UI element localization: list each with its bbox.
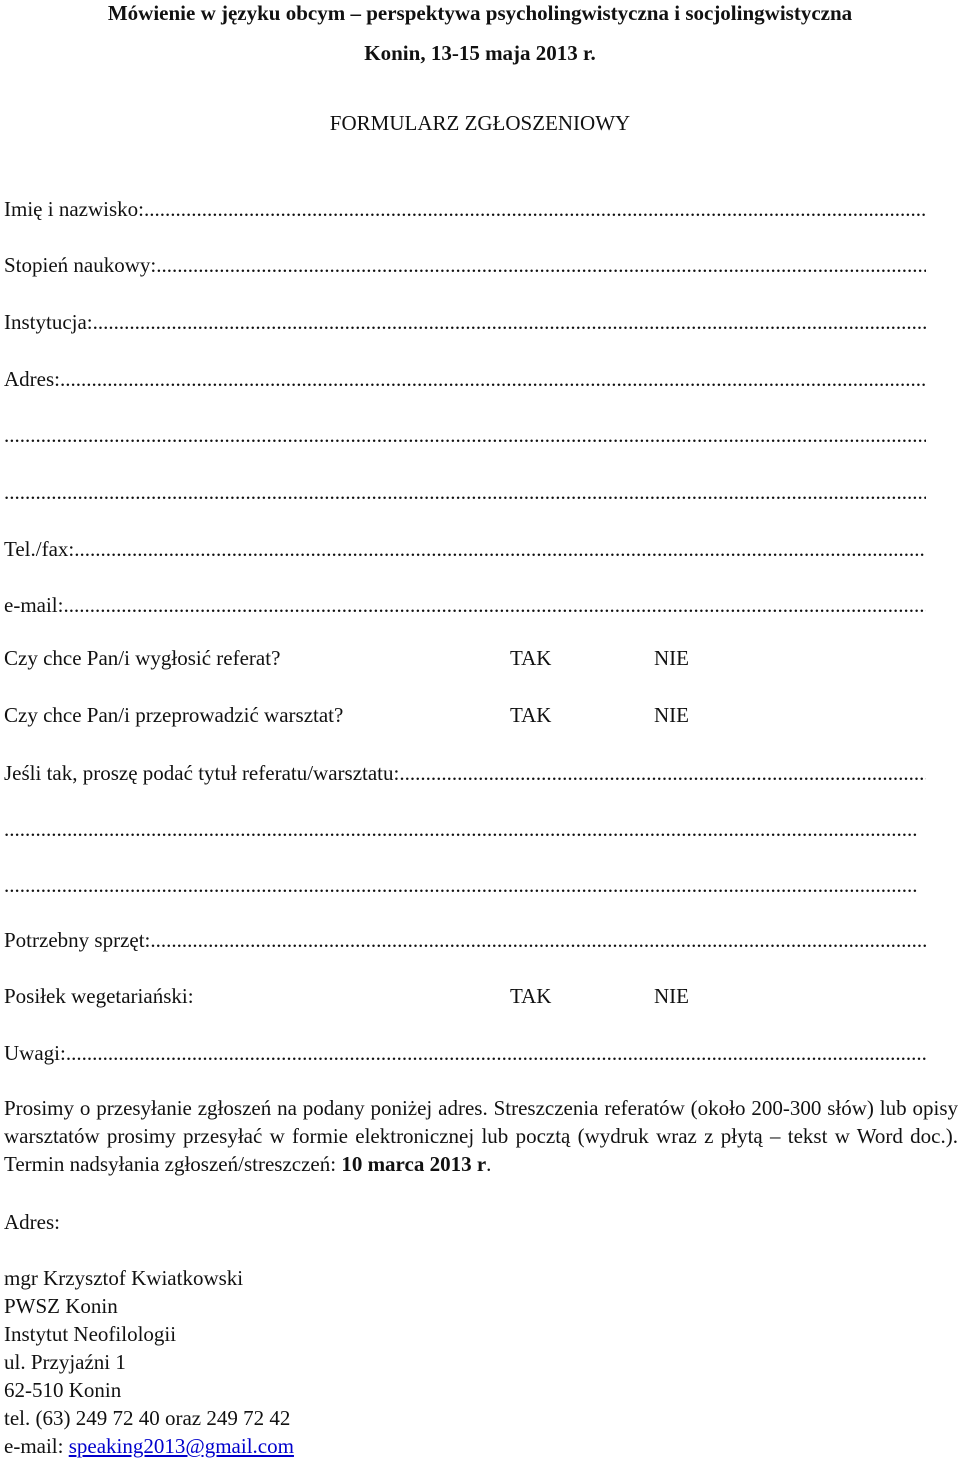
phone-dotted-line[interactable] [74,536,926,562]
institution-field[interactable] [4,309,926,335]
lecture-question: Czy chce Pan/i wygłosić referat? [4,646,281,670]
degree-label: Stopień naukowy: [4,253,157,277]
address-line-2[interactable] [4,422,926,448]
degree-dotted-line[interactable] [156,252,926,278]
lecture-no-option[interactable]: NIE [654,646,689,670]
remarks-dotted-line[interactable] [66,1040,926,1066]
contact-name: mgr Krzysztof Kwiatkowski [4,1266,244,1290]
address-line-3[interactable] [4,479,926,505]
name-dotted-line[interactable] [144,196,926,222]
equipment-field[interactable] [4,927,926,953]
equipment-dotted-line[interactable] [150,927,926,953]
title-dotted-line[interactable] [399,760,926,786]
title-label: Jeśli tak, proszę podać tytuł referatu/warsztatu: [4,761,400,785]
email-field[interactable] [4,592,926,618]
address-dotted-line-2[interactable] [4,422,926,448]
form-title: FORMULARZ ZGŁOSZENIOWY [329,111,631,135]
phone-field[interactable] [4,536,926,562]
institution-label: Instytucja: [4,310,93,334]
email-dotted-line[interactable] [63,592,926,618]
lecture-yes-option[interactable]: TAK [510,646,552,670]
address-dotted-line-3[interactable] [4,479,926,505]
workshop-yes-option[interactable]: TAK [510,703,552,727]
conference-date-place: Konin, 13-15 maja 2013 r. [364,41,596,65]
degree-field[interactable] [4,252,926,278]
address-field[interactable] [4,366,926,392]
vegetarian-question: Posiłek wegetariański: [4,984,194,1008]
workshop-question: Czy chce Pan/i przeprowadzić warsztat? [4,703,344,727]
remarks-field[interactable] [4,1040,926,1066]
contact-email-link[interactable]: speaking2013@gmail.com [68,1434,294,1458]
name-field[interactable] [4,196,926,222]
contact-city: 62-510 Konin [4,1378,122,1402]
title-dotted-line-2[interactable] [4,816,918,842]
title-line-2[interactable] [4,816,918,842]
phone-label: Tel./fax: [4,537,75,561]
workshop-no-option[interactable]: NIE [654,703,689,727]
address-label: Adres: [4,367,60,391]
contact-phone: tel. (63) 249 72 40 oraz 249 72 42 [4,1406,291,1430]
title-field[interactable] [4,760,926,786]
institution-dotted-line[interactable] [93,309,926,335]
contact-street: ul. Przyjaźni 1 [4,1350,126,1374]
vegetarian-yes-option[interactable]: TAK [510,984,552,1008]
title-dotted-line-3[interactable] [4,872,918,898]
contact-address-label: Adres: [4,1210,60,1234]
name-label: Imię i nazwisko: [4,197,144,221]
conference-title: Mówienie w języku obcym – perspektywa psycholingwistyczna i socjolingwistyczna [107,1,853,25]
instructions-text: Prosimy o przesyłanie zgłoszeń na podany poniżej adres. Streszczenia referatów (około 200-300 słów) lub opisy warsztatów prosimy przesyłać w formie elektronicznej lub pocztą (wydruk wraz z płytą – tekst w Word doc.). Termin nadsyłania zgłoszeń/streszczeń: [4,1096,958,1176]
contact-email-label: e-mail: [4,1434,69,1458]
contact-school: PWSZ Konin [4,1294,118,1318]
vegetarian-no-option[interactable]: NIE [654,984,689,1008]
contact-institute: Instytut Neofilologii [4,1322,177,1346]
title-line-3[interactable] [4,872,918,898]
contact-block [4,1264,294,1460]
contact-email-line [4,1432,294,1460]
equipment-label: Potrzebny sprzęt: [4,928,151,952]
instructions-end: . [486,1152,492,1176]
instructions-paragraph [4,1094,958,1178]
remarks-label: Uwagi: [4,1041,66,1065]
email-label: e-mail: [4,593,64,617]
deadline-date: 10 marca 2013 r [341,1152,487,1176]
address-dotted-line[interactable] [60,366,926,392]
